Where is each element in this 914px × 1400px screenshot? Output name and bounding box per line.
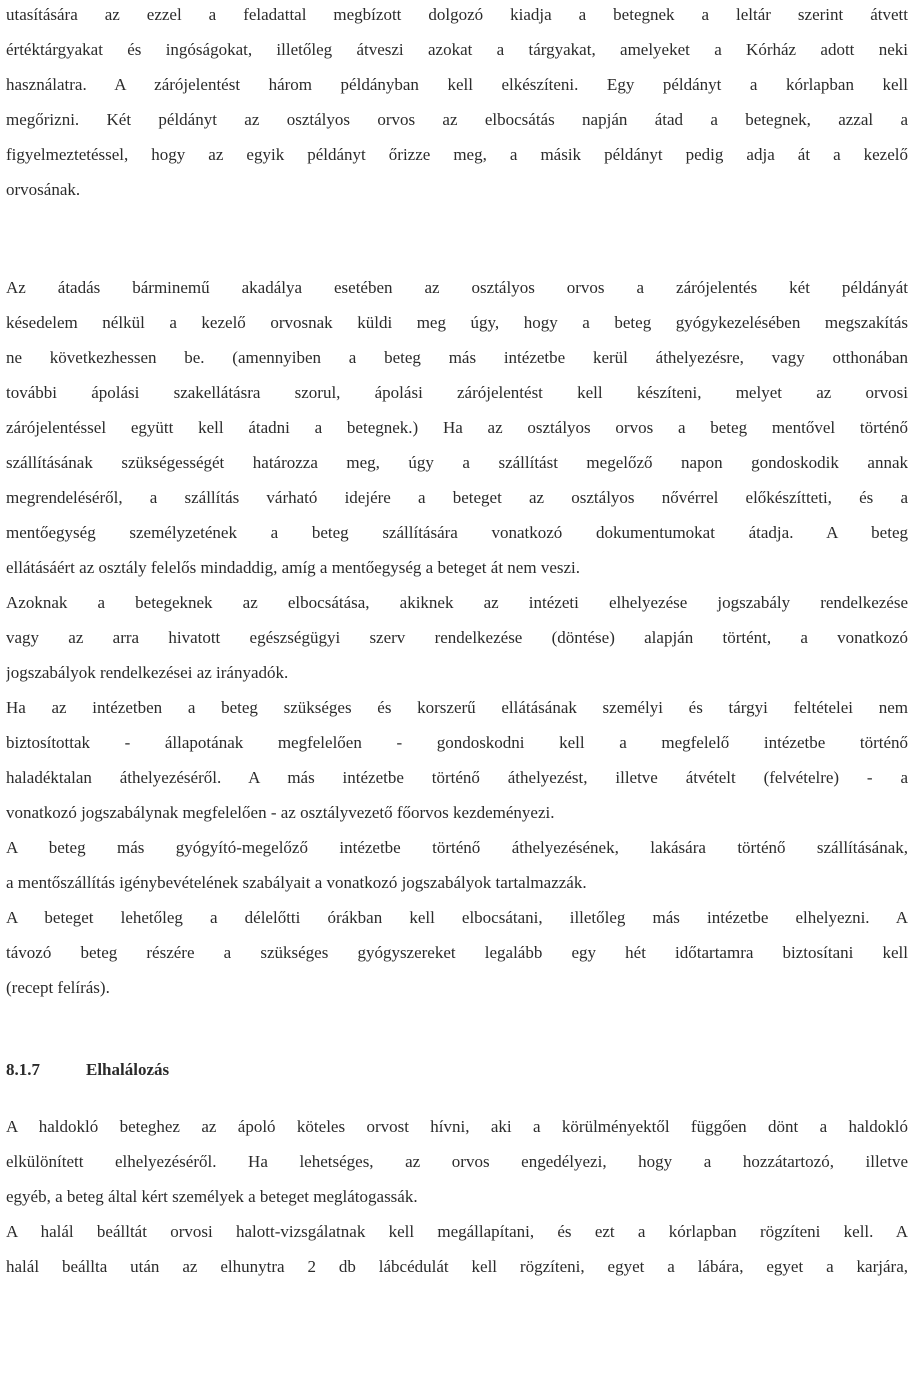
text-line: használatra. A zárójelentést három példányban kell elkészíteni. Egy példányt a kórlapban kell (6, 75, 908, 94)
paragraph-ambulance-rules (6, 833, 908, 903)
text-line: értéktárgyakat és ingóságokat, illetőleg átveszi azokat a tárgyakat, amelyeket a Kórház adott neki (6, 40, 908, 59)
text-line: Azoknak a betegeknek az elbocsátása, akiknek az intézeti elhelyezése jogszabály rendelkezése (6, 593, 908, 612)
section-heading (6, 1055, 169, 1085)
text-line: biztosítottak - állapotának megfelelően - gondoskodni kell a megfelelő intézetbe történő (6, 733, 908, 752)
text-line: Ha az intézetben a beteg szükséges és korszerű ellátásának személyi és tárgyi feltételei nem (6, 698, 908, 717)
text-line: további ápolási szakellátásra szorul, ápolási zárójelentést kell készíteni, melyet az orvosi (6, 383, 908, 402)
paragraph-dying-patient (6, 1112, 908, 1217)
text-line: jogszabályok rendelkezései az irányadók. (6, 663, 289, 682)
text-line: vonatkozó jogszabálynak megfelelően - az osztályvezető főorvos kezdeményezi. (6, 803, 555, 822)
paragraph-legal-placement (6, 588, 908, 693)
text-line: elkülönített elhelyezéséről. Ha lehetséges, az orvos engedélyezi, hogy a hozzátartozó, illetve (6, 1152, 908, 1171)
text-line: haladéktalan áthelyezéséről. A más intézetbe történő áthelyezést, illetve átvételt (felvételre) - a (6, 768, 908, 787)
text-line: egyéb, a beteg által kért személyek a beteget meglátogassák. (6, 1187, 418, 1206)
text-line: (recept felírás). (6, 978, 110, 997)
text-line: A beteget lehetőleg a délelőtti órákban kell elbocsátani, illetőleg más intézetbe elhelyezni. A (6, 908, 908, 927)
text-line: távozó beteg részére a szükséges gyógyszereket legalább egy hét időtartamra biztosítani kell (6, 943, 908, 962)
text-line: A haldokló beteghez az ápoló köteles orvost hívni, aki a körülményektől függően dönt a haldokló (6, 1117, 908, 1136)
text-line: ellátásáért az osztály felelős mindaddig, amíg a mentőegység a beteget át nem veszi. (6, 558, 580, 577)
text-line: A beteg más gyógyító-megelőző intézetbe történő áthelyezésének, lakására történő szállításának, (6, 838, 908, 857)
text-line: késedelem nélkül a kezelő orvosnak küldi meg úgy, hogy a beteg gyógykezelésében megszakítás (6, 313, 908, 332)
text-line: figyelmeztetéssel, hogy az egyik példányt őrizze meg, a másik példányt pedig adja át a kezelő (6, 145, 908, 164)
text-line: Az átadás bárminemű akadálya esetében az osztályos orvos a zárójelentés két példányát (6, 278, 908, 297)
text-line: ne következhessen be. (amennyiben a beteg más intézetbe kerül áthelyezésre, vagy otthonában (6, 348, 908, 367)
text-line: mentőegység személyzetének a beteg szállítására vonatkozó dokumentumokat átadja. A beteg (6, 523, 908, 542)
text-line: vagy az arra hivatott egészségügyi szerv rendelkezése (döntése) alapján történt, a vonatkozó (6, 628, 908, 647)
text-line: orvosának. (6, 180, 81, 199)
paragraph-death-confirmation (6, 1217, 908, 1287)
paragraph-transfer (6, 693, 908, 833)
document-page (6, 0, 908, 1400)
text-line: megrendeléséről, a szállítás várható idejére a beteget az osztályos nővérrel előkészítteti, és a (6, 488, 908, 507)
paragraph-discharge-handover (6, 0, 908, 210)
text-line: utasítására az ezzel a feladattal megbízott dolgozó kiadja a betegnek a leltár szerint átvett (6, 5, 908, 24)
paragraph-morning-discharge (6, 903, 908, 1008)
text-line: megőrizni. Két példányt az osztályos orvos az elbocsátás napján átad a betegnek, azzal a (6, 110, 908, 129)
text-line: A halál beálltát orvosi halott-vizsgálatnak kell megállapítani, és ezt a kórlapban rögzíteni kell. A (6, 1222, 908, 1241)
paragraph-handover-obstacle (6, 273, 908, 588)
text-line: a mentőszállítás igénybevételének szabályait a vonatkozó jogszabályok tartalmazzák. (6, 873, 587, 892)
text-line: zárójelentéssel együtt kell átadni a betegnek.) Ha az osztályos orvos a beteg mentővel történő (6, 418, 908, 437)
section-title: Elhalálozás (86, 1060, 170, 1079)
text-line: halál beállta után az elhunytra 2 db lábcédulát kell rögzíteni, egyet a lábára, egyet a karjára, (6, 1257, 908, 1276)
text-line: szállításának szükségességét határozza meg, úgy a szállítást megelőző napon gondoskodik annak (6, 453, 908, 472)
section-number: 8.1.7 (6, 1060, 40, 1079)
